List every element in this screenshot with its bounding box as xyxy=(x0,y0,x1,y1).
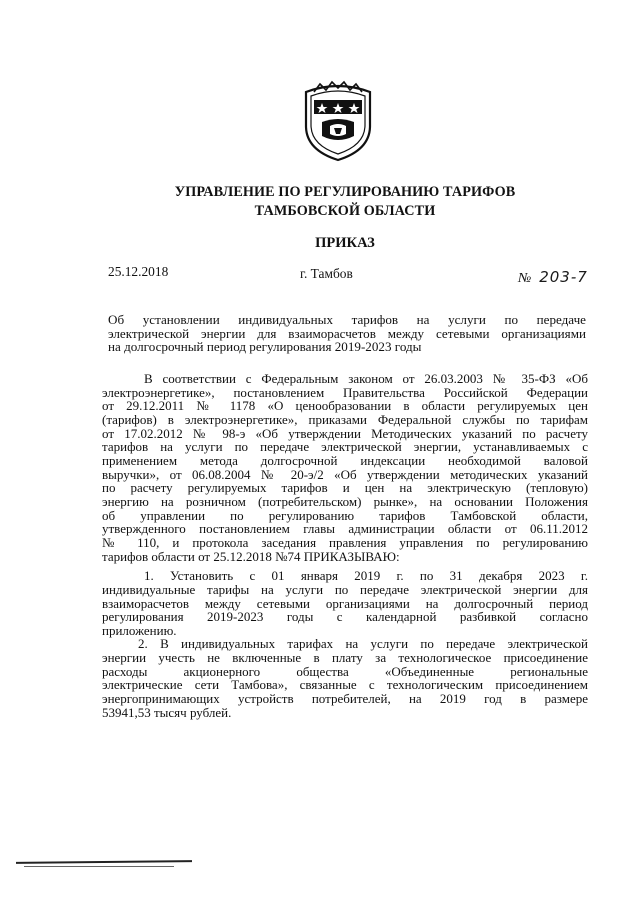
order-body xyxy=(102,372,588,719)
item1-line: регулирования 2019-2023 годы с календарной разбивкой согласно xyxy=(102,609,588,625)
document-date: 25.12.2018 xyxy=(108,264,169,279)
item2-line: энергии учесть не включенные в плату за технологическое присоединение xyxy=(102,650,588,666)
item1-line: взаиморасчетов между сетевыми организациями на долгосрочный период xyxy=(102,595,588,611)
preamble-line: утвержденного постановлением главы администрации области от 06.11.2012 xyxy=(102,521,588,537)
preamble-line: электроэнергетике», постановлением Правительства Российской Федерации xyxy=(102,384,588,400)
number-sign: № xyxy=(518,271,532,286)
preamble-line: В соответствии с Федеральным законом от 26.03.2003 № 35-ФЗ «Об xyxy=(144,371,588,386)
subject-line: на долгосрочный период регулирования 2019-2023 годы xyxy=(108,339,422,355)
footer-rule-secondary xyxy=(24,866,174,867)
document-number xyxy=(518,268,588,287)
organization-region: ТАМБОВСКОЙ ОБЛАСТИ xyxy=(254,203,436,219)
subject-line: Об установлении индивидуальных тарифов на услуги по передаче xyxy=(108,312,586,327)
footer-rule xyxy=(16,860,192,864)
item2-line: 53941,53 тысяч рублей. xyxy=(102,704,232,720)
preamble-line: от 29.12.2011 № 1178 «О ценообразовании в области регулируемых цен xyxy=(102,398,588,414)
organization-name: УПРАВЛЕНИЕ ПО РЕГУЛИРОВАНИЮ ТАРИФОВ xyxy=(174,184,516,200)
preamble-line: энергию на розничном (потребительском) рынке», на основании Положения xyxy=(102,493,588,509)
subject-line: электрической энергии для взаиморасчетов между сетевыми организациями xyxy=(108,325,586,341)
order-subject xyxy=(108,313,586,354)
preamble-line: по расчету регулируемых тарифов и цен на электрическую (тепловую) xyxy=(102,480,588,496)
preamble-line: тарифов области от 25.12.2018 №74 ПРИКАЗЫВАЮ: xyxy=(102,548,400,564)
document-city: г. Тамбов xyxy=(300,266,353,281)
preamble-line: № 110, и протокола заседания правления управления по регулированию xyxy=(102,534,588,550)
item2-line: электрические сети Тамбова», связанные с технологическим присоединением xyxy=(102,677,588,693)
preamble-line: выручки», от 06.08.2004 № 20-э/2 «Об утверждении методических указаний xyxy=(102,466,588,482)
preamble-line: от 17.02.2012 № 98-э «Об утверждении Методических указаний по расчету xyxy=(102,425,588,441)
item2-line: энергопринимающих устройств потребителей, на 2019 год в размере xyxy=(102,691,588,707)
preamble-line: об управлении по регулированию тарифов Тамбовской области, xyxy=(102,507,588,523)
item2-line: расходы акционерного общества «Объединенные региональные xyxy=(102,663,588,679)
item1-line: приложению. xyxy=(102,622,177,638)
coat-of-arms-emblem xyxy=(300,78,376,162)
preamble-line: тарифов на услуги по передаче электрической энергии, устанавливаемых с xyxy=(102,439,588,455)
item2-line: 2. В индивидуальных тарифах на услуги по передаче электрической xyxy=(138,636,588,652)
preamble-line: применением метода долгосрочной индексации необходимой валовой xyxy=(102,452,588,468)
document-type-title: ПРИКАЗ xyxy=(315,235,375,251)
item1-line: 1. Установить с 01 января 2019 г. по 31 декабря 2023 г. xyxy=(144,568,588,584)
preamble-line: (тарифов) в электроэнергетике», приказами Федеральной службы по тарифам xyxy=(102,411,588,427)
handwritten-number: 203-7 xyxy=(539,268,588,286)
item1-line: индивидуальные тарифы на услуги по передаче электрической энергии для xyxy=(102,581,588,597)
